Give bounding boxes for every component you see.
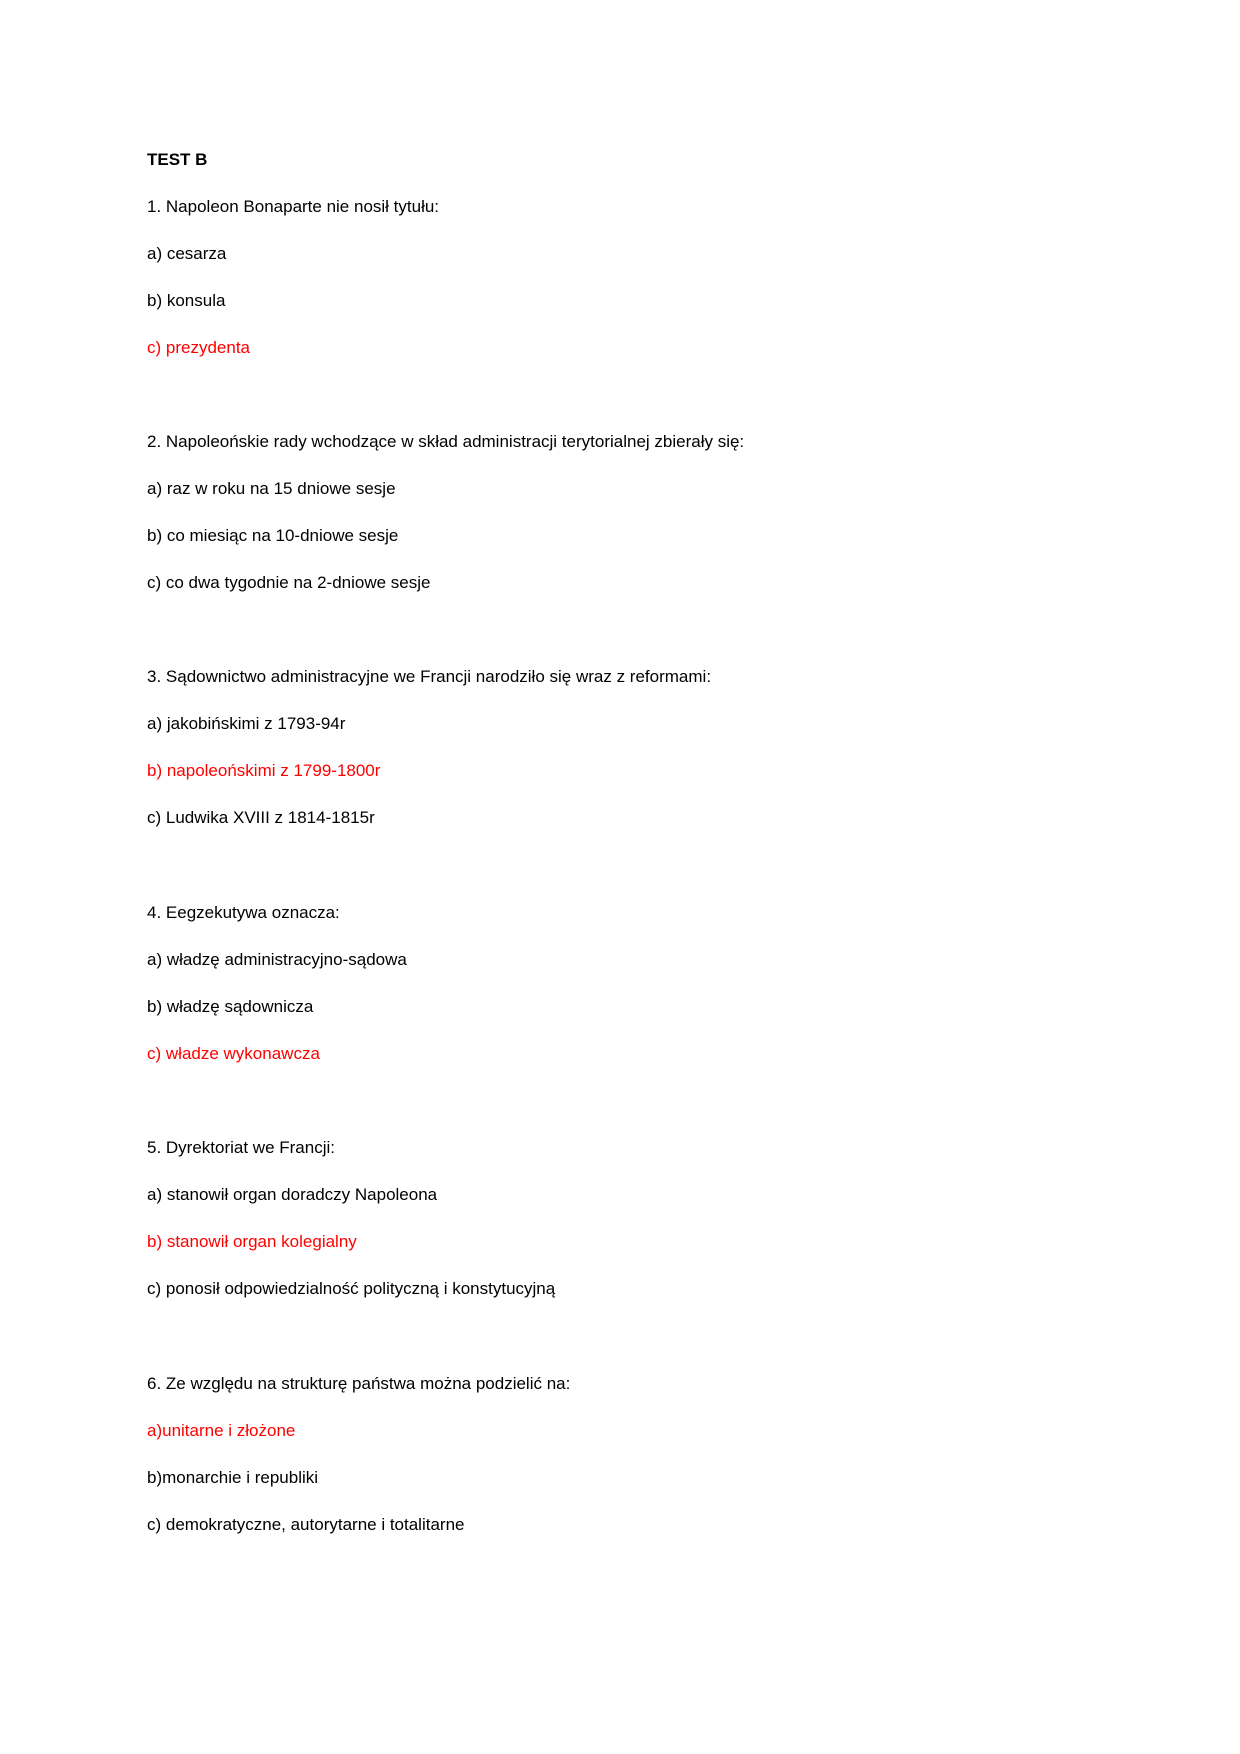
q4-option-c-correct: c) władze wykonawcza bbox=[147, 1044, 320, 1063]
q4-option-a: a) władzę administracyjno-sądowa bbox=[147, 950, 407, 969]
q5-option-a: a) stanowił organ doradczy Napoleona bbox=[147, 1185, 438, 1204]
question-4: 4. Eegzekutywa oznacza: bbox=[147, 903, 340, 922]
q3-option-a: a) jakobińskimi z 1793-94r bbox=[147, 714, 346, 733]
q2-option-b: b) co miesiąc na 10-dniowe sesje bbox=[147, 526, 399, 545]
test-title: TEST B bbox=[147, 150, 208, 169]
q1-option-a: a) cesarza bbox=[147, 244, 227, 263]
question-5: 5. Dyrektoriat we Francji: bbox=[147, 1138, 335, 1157]
q6-option-a-correct: a)unitarne i złożone bbox=[147, 1421, 296, 1440]
q2-option-a: a) raz w roku na 15 dniowe sesje bbox=[147, 479, 396, 498]
q1-option-b: b) konsula bbox=[147, 291, 226, 310]
q6-option-c: c) demokratyczne, autorytarne i totalitarne bbox=[147, 1515, 465, 1534]
question-6: 6. Ze względu na strukturę państwa można podzielić na: bbox=[147, 1374, 571, 1393]
q3-option-c: c) Ludwika XVIII z 1814-1815r bbox=[147, 808, 375, 827]
question-3: 3. Sądownictwo administracyjne we Francji narodziło się wraz z reformami: bbox=[147, 667, 712, 686]
q2-option-c: c) co dwa tygodnie na 2-dniowe sesje bbox=[147, 573, 431, 592]
question-2: 2. Napoleońskie rady wchodzące w skład administracji terytorialnej zbierały się: bbox=[147, 432, 745, 451]
q5-option-b-correct: b) stanowił organ kolegialny bbox=[147, 1232, 357, 1251]
question-1: 1. Napoleon Bonaparte nie nosił tytułu: bbox=[147, 197, 440, 216]
q4-option-b: b) władzę sądownicza bbox=[147, 997, 314, 1016]
q1-option-c-correct: c) prezydenta bbox=[147, 338, 250, 357]
q5-option-c: c) ponosił odpowiedzialność polityczną i konstytucyjną bbox=[147, 1279, 556, 1298]
q6-option-b: b)monarchie i republiki bbox=[147, 1468, 319, 1487]
q3-option-b-correct: b) napoleońskimi z 1799-1800r bbox=[147, 761, 381, 780]
